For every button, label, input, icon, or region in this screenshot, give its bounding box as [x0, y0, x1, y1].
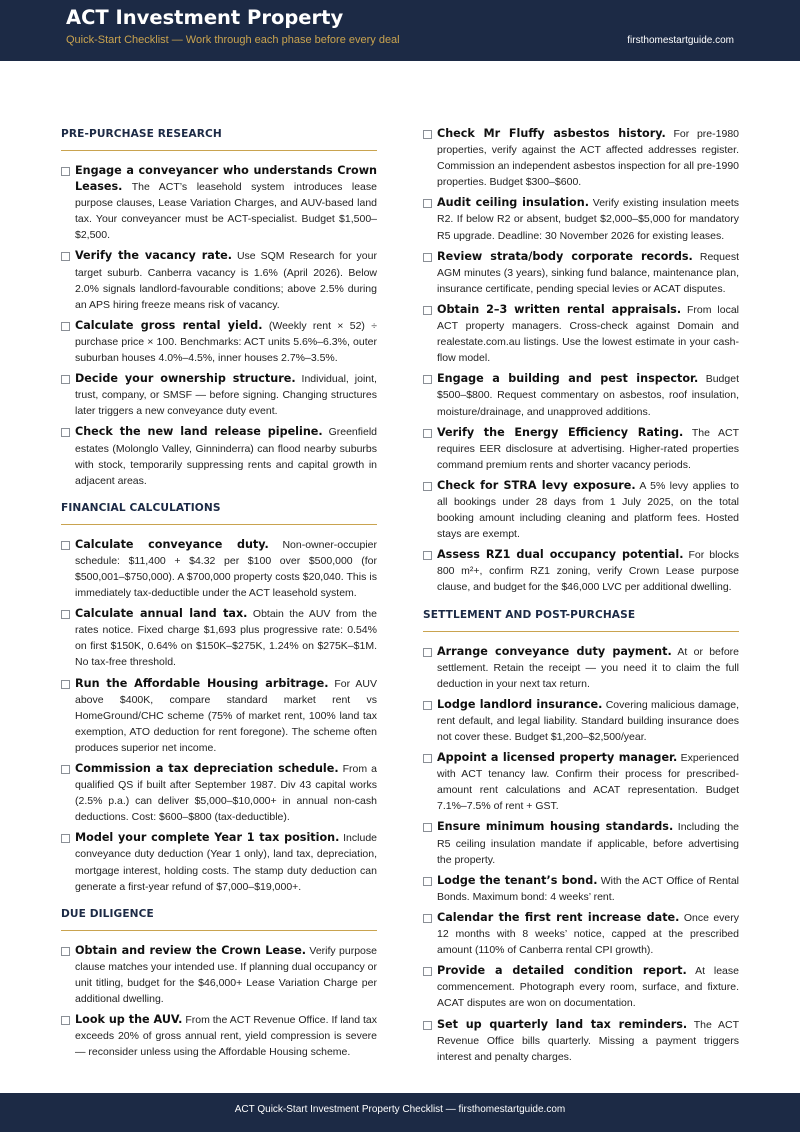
item-heading: Obtain 2–3 written rental appraisals.: [437, 302, 682, 316]
checkbox[interactable]: [61, 610, 70, 619]
item-heading: Engage a conveyancer who understands Crown Leases.: [75, 164, 377, 194]
item-heading: Appoint a licensed property manager.: [437, 751, 678, 765]
item-heading: Review strata/body corporate records.: [437, 249, 693, 263]
checklist-item: [423, 249, 739, 297]
checkbox[interactable]: [423, 701, 432, 710]
checkbox[interactable]: [61, 167, 70, 176]
item-heading: Check the new land release pipeline.: [75, 425, 323, 439]
checklist-item: [423, 195, 739, 243]
checklist-financial: [61, 537, 377, 895]
item-description: (Weekly rent × 52) ÷ purchase price × 100. Benchmarks: ACT units 5.6%–6.3%, outer suburban houses 4.0%–4.5%, inner houses 2.7%–3.5%.: [75, 319, 378, 365]
item-heading: Obtain and review the Crown Lease.: [75, 943, 307, 957]
checklist-item: [61, 424, 377, 488]
checkbox[interactable]: [61, 428, 70, 437]
checkbox[interactable]: [423, 967, 432, 976]
checklist-item: [423, 873, 739, 905]
checkbox[interactable]: [61, 375, 70, 384]
checkbox[interactable]: [423, 482, 432, 491]
item-description: Request AGM minutes (3 years), sinking fund balance, maintenance plan, insurance certificate, pending special levies or ACAT disputes.: [437, 250, 739, 295]
page-title: ACT Investment Property: [66, 6, 344, 29]
checkbox[interactable]: [423, 877, 432, 886]
page-subtitle: Quick-Start Checklist — Work through each phase before every deal: [66, 34, 400, 46]
checklist-item: [61, 163, 377, 243]
item-description: For blocks 800 m²+, confirm RZ1 zoning, verify Crown Lease purpose clause, and budget for the $46,000 LVC per additional dwelling.: [437, 549, 740, 594]
checkbox[interactable]: [423, 375, 432, 384]
item-description: Include conveyance duty deduction (Year 1 only), land tax, depreciation, mortgage interest, holding costs. The stamp duty deduction can generate a first-year refund of $7,000–$19,000+.: [75, 832, 377, 893]
item-description: Use SQM Research for your target suburb. Canberra vacancy is 1.6% (April 2026). Below 2.0% signals landlord-favourable conditions; above 2.5% during an APS hiring freeze means risk of vacancy.: [75, 250, 377, 311]
item-heading: Arrange conveyance duty payment.: [437, 644, 672, 658]
checkbox[interactable]: [61, 1016, 70, 1025]
checkbox[interactable]: [61, 541, 70, 550]
checklist-item: [423, 1017, 739, 1065]
checklist-item: [61, 606, 377, 670]
checklist-item: [61, 1012, 377, 1060]
item-heading: Calculate conveyance duty.: [75, 537, 269, 551]
item-heading: Model your complete Year 1 tax position.: [75, 831, 340, 845]
checkbox[interactable]: [423, 754, 432, 763]
checklist-item: [61, 830, 377, 894]
item-description: Experienced with ACT tenancy law. Confirm their process for prescribed-amount rent calculations and ACAT representation. Budget 7.1%–7.5% of rent + GST.: [437, 752, 739, 813]
checklist-item: [423, 697, 739, 745]
item-description: Individual, joint, trust, company, or SMSF — before signing. Changing structures later triggers a new conveyance duty event.: [75, 373, 377, 418]
checkbox[interactable]: [423, 914, 432, 923]
item-heading: Ensure minimum housing standards.: [437, 820, 674, 834]
footer-text: ACT Quick-Start Investment Property Checklist — firsthomestartguide.com: [234, 1104, 566, 1115]
checklist-item: [61, 248, 377, 312]
checklist-item: [61, 318, 377, 366]
checklist-item: [423, 819, 739, 867]
checklist-item: [423, 963, 739, 1011]
checklist-item: [423, 478, 739, 542]
item-heading: Check for STRA levy exposure.: [437, 478, 636, 492]
checklist-item: [61, 943, 377, 1007]
checkbox[interactable]: [61, 834, 70, 843]
item-heading: Lodge landlord insurance.: [437, 697, 603, 711]
checkbox[interactable]: [61, 765, 70, 774]
item-description: Obtain the AUV from the rates notice. Fixed charge $1,693 plus progressive rate: 0.54% on first $150K, 0.64% on $150K–$275K, 1.24% on $275K–$1M. No tax-free threshold.: [75, 608, 377, 669]
section-title-settlement: SETTLEMENT AND POST-PURCHASE: [423, 609, 739, 632]
item-description: For pre-1980 properties, verify against the ACT affected addresses register. Commission an independent asbestos inspection for all pre-1990 properties. Budget $300–$600.: [437, 128, 740, 189]
checklist-item: [423, 371, 739, 419]
item-description: Budget $500–$800. Request commentary on asbestos, roof insulation, moisture/drainage, and unapproved additions.: [437, 373, 739, 418]
item-heading: Lodge the tenant’s bond.: [437, 873, 598, 887]
item-heading: Engage a building and pest inspector.: [437, 372, 699, 386]
checkbox[interactable]: [61, 322, 70, 331]
item-description: From local ACT property managers. Cross-check against Domain and realestate.com.au listings. Use the lowest estimate in your cash-flow model.: [437, 303, 739, 365]
checklist-item: [61, 537, 377, 601]
checklist-item: [423, 425, 739, 473]
item-heading: Decide your ownership structure.: [75, 372, 296, 386]
checklist-item: [423, 910, 739, 958]
section-title-financial: FINANCIAL CALCULATIONS: [61, 502, 377, 525]
checklist-item: [423, 750, 739, 814]
checkbox[interactable]: [423, 1021, 432, 1030]
checkbox[interactable]: [423, 253, 432, 262]
item-heading: Run the Affordable Housing arbitrage.: [75, 676, 329, 690]
checklist-item: [423, 302, 739, 366]
item-description: The ACT’s leasehold system introduces lease purpose clauses, Lease Variation Charges, and AUV-based land tax. Your conveyancer must be ACT-specialist. Budget $1,500–$2,500.: [75, 181, 377, 242]
checkbox[interactable]: [423, 306, 432, 315]
checkbox[interactable]: [423, 199, 432, 208]
item-heading: Audit ceiling insulation.: [437, 196, 589, 210]
item-description: From the ACT Revenue Office. If land tax exceeds 20% of gross annual rent, yield compression is severe — reconsider unless using the Affordable Housing scheme.: [75, 1014, 377, 1059]
item-heading: Set up quarterly land tax reminders.: [437, 1017, 688, 1031]
checkbox[interactable]: [61, 252, 70, 261]
section-title-due-diligence: DUE DILIGENCE: [61, 908, 377, 931]
checklist-item: [423, 644, 739, 692]
checklist-due-diligence-part-1: [61, 943, 377, 1061]
item-heading: Verify the vacancy rate.: [75, 249, 232, 263]
checkbox[interactable]: [61, 680, 70, 689]
checklist-item: [61, 676, 377, 756]
checkbox[interactable]: [423, 551, 432, 560]
item-description: With the ACT Office of Rental Bonds. Maximum bond: 4 weeks’ rent.: [437, 874, 740, 903]
checkbox[interactable]: [423, 823, 432, 832]
checkbox[interactable]: [423, 429, 432, 438]
item-description: Including the R5 ceiling insulation mandate if applicable, before advertising the property.: [437, 821, 740, 866]
item-description: At lease commencement. Photograph every room, surface, and fixture. ACAT disputes are won on documentation.: [437, 965, 739, 1010]
item-description: Once every 12 months with 8 weeks’ notice, capped at the prescribed amount (110% of Canberra rental CPI growth).: [437, 911, 739, 957]
item-description: Verify purpose clause matches your intended use. If planning dual occupancy or unit titling, budget for the $46,000+ Lease Variation Charge per additional dwelling.: [75, 944, 377, 1006]
item-description: Non-owner-occupier schedule: $11,400 + $4.32 per $100 over $500,000 (for $500,001–$750,000). A $700,000 property costs $20,040. This is immediately tax-deductible under the ACT leasehold system.: [75, 538, 377, 600]
item-heading: Assess RZ1 dual occupancy potential.: [437, 548, 684, 562]
item-heading: Calculate annual land tax.: [75, 607, 248, 621]
left-column: [61, 126, 377, 1065]
item-description: For AUV above $400K, compare standard market rent vs HomeGround/CHC scheme (75% of market rent, 100% land tax exemption, ATO deduction for rent foregone). The scheme often produces superior net income.: [75, 677, 377, 754]
item-heading: Check Mr Fluffy asbestos history.: [437, 127, 666, 140]
checkbox[interactable]: [423, 648, 432, 657]
item-heading: Verify the Energy Efficiency Rating.: [437, 425, 684, 439]
item-description: The ACT Revenue Office bills quarterly. Missing a payment triggers interest and penalty charges.: [437, 1018, 739, 1063]
item-heading: Calculate gross rental yield.: [75, 318, 263, 332]
item-description: From a qualified QS if built after September 1987. Div 43 capital works (2.5% p.a.) can deliver $5,000–$10,000+ in annual non-cash deductions. Cost: $600–$800 (tax-deductible).: [75, 763, 377, 824]
item-heading: Look up the AUV.: [75, 1013, 183, 1027]
item-description: A 5% levy applies to all bookings under 28 days from 1 July 2025, on the total booking amount including cleaning and platform fees. Hosted stays are exempt.: [437, 479, 739, 541]
item-description: Covering malicious damage, rent default, and legal liability. Standard building insurance does not cover these. Budget $1,200–$2,500/year.: [437, 698, 739, 743]
checklist-item: [423, 547, 739, 595]
item-description: Verify existing insulation meets R2. If below R2 or absent, budget $2,000–$5,000 for mandatory R5 upgrade. Deadline: 30 November 2026 for existing leases.: [437, 197, 739, 242]
site-url[interactable]: firsthomestartguide.com: [627, 35, 734, 46]
item-heading: Calendar the first rent increase date.: [437, 910, 680, 924]
item-description: At or before settlement. Retain the receipt — you need it to claim the full deduction in your next tax return.: [437, 645, 739, 690]
checklist-pre-purchase: [61, 163, 377, 489]
checklist-settlement: [423, 644, 739, 1065]
page-header: [0, 0, 800, 61]
checklist-due-diligence-part-2: [423, 126, 739, 596]
item-description: The ACT requires EER disclosure at advertising. Higher-rated properties command premium rents and shorter vacancy periods.: [437, 426, 740, 471]
item-description: Greenfield estates (Molonglo Valley, Ginninderra) can flood nearby suburbs with stock, temporarily suppressing rents and capital growth in adjacent areas.: [75, 426, 378, 487]
section-title-pre-purchase: PRE-PURCHASE RESEARCH: [61, 128, 377, 151]
page-footer: [0, 1093, 800, 1132]
item-heading: Commission a tax depreciation schedule.: [75, 762, 339, 775]
right-column: [423, 126, 739, 1070]
checkbox[interactable]: [423, 130, 432, 139]
checklist-item: [61, 371, 377, 419]
checkbox[interactable]: [61, 947, 70, 956]
item-heading: Provide a detailed condition report.: [437, 964, 687, 978]
checklist-item: [423, 126, 739, 190]
checklist-item: [61, 761, 377, 825]
